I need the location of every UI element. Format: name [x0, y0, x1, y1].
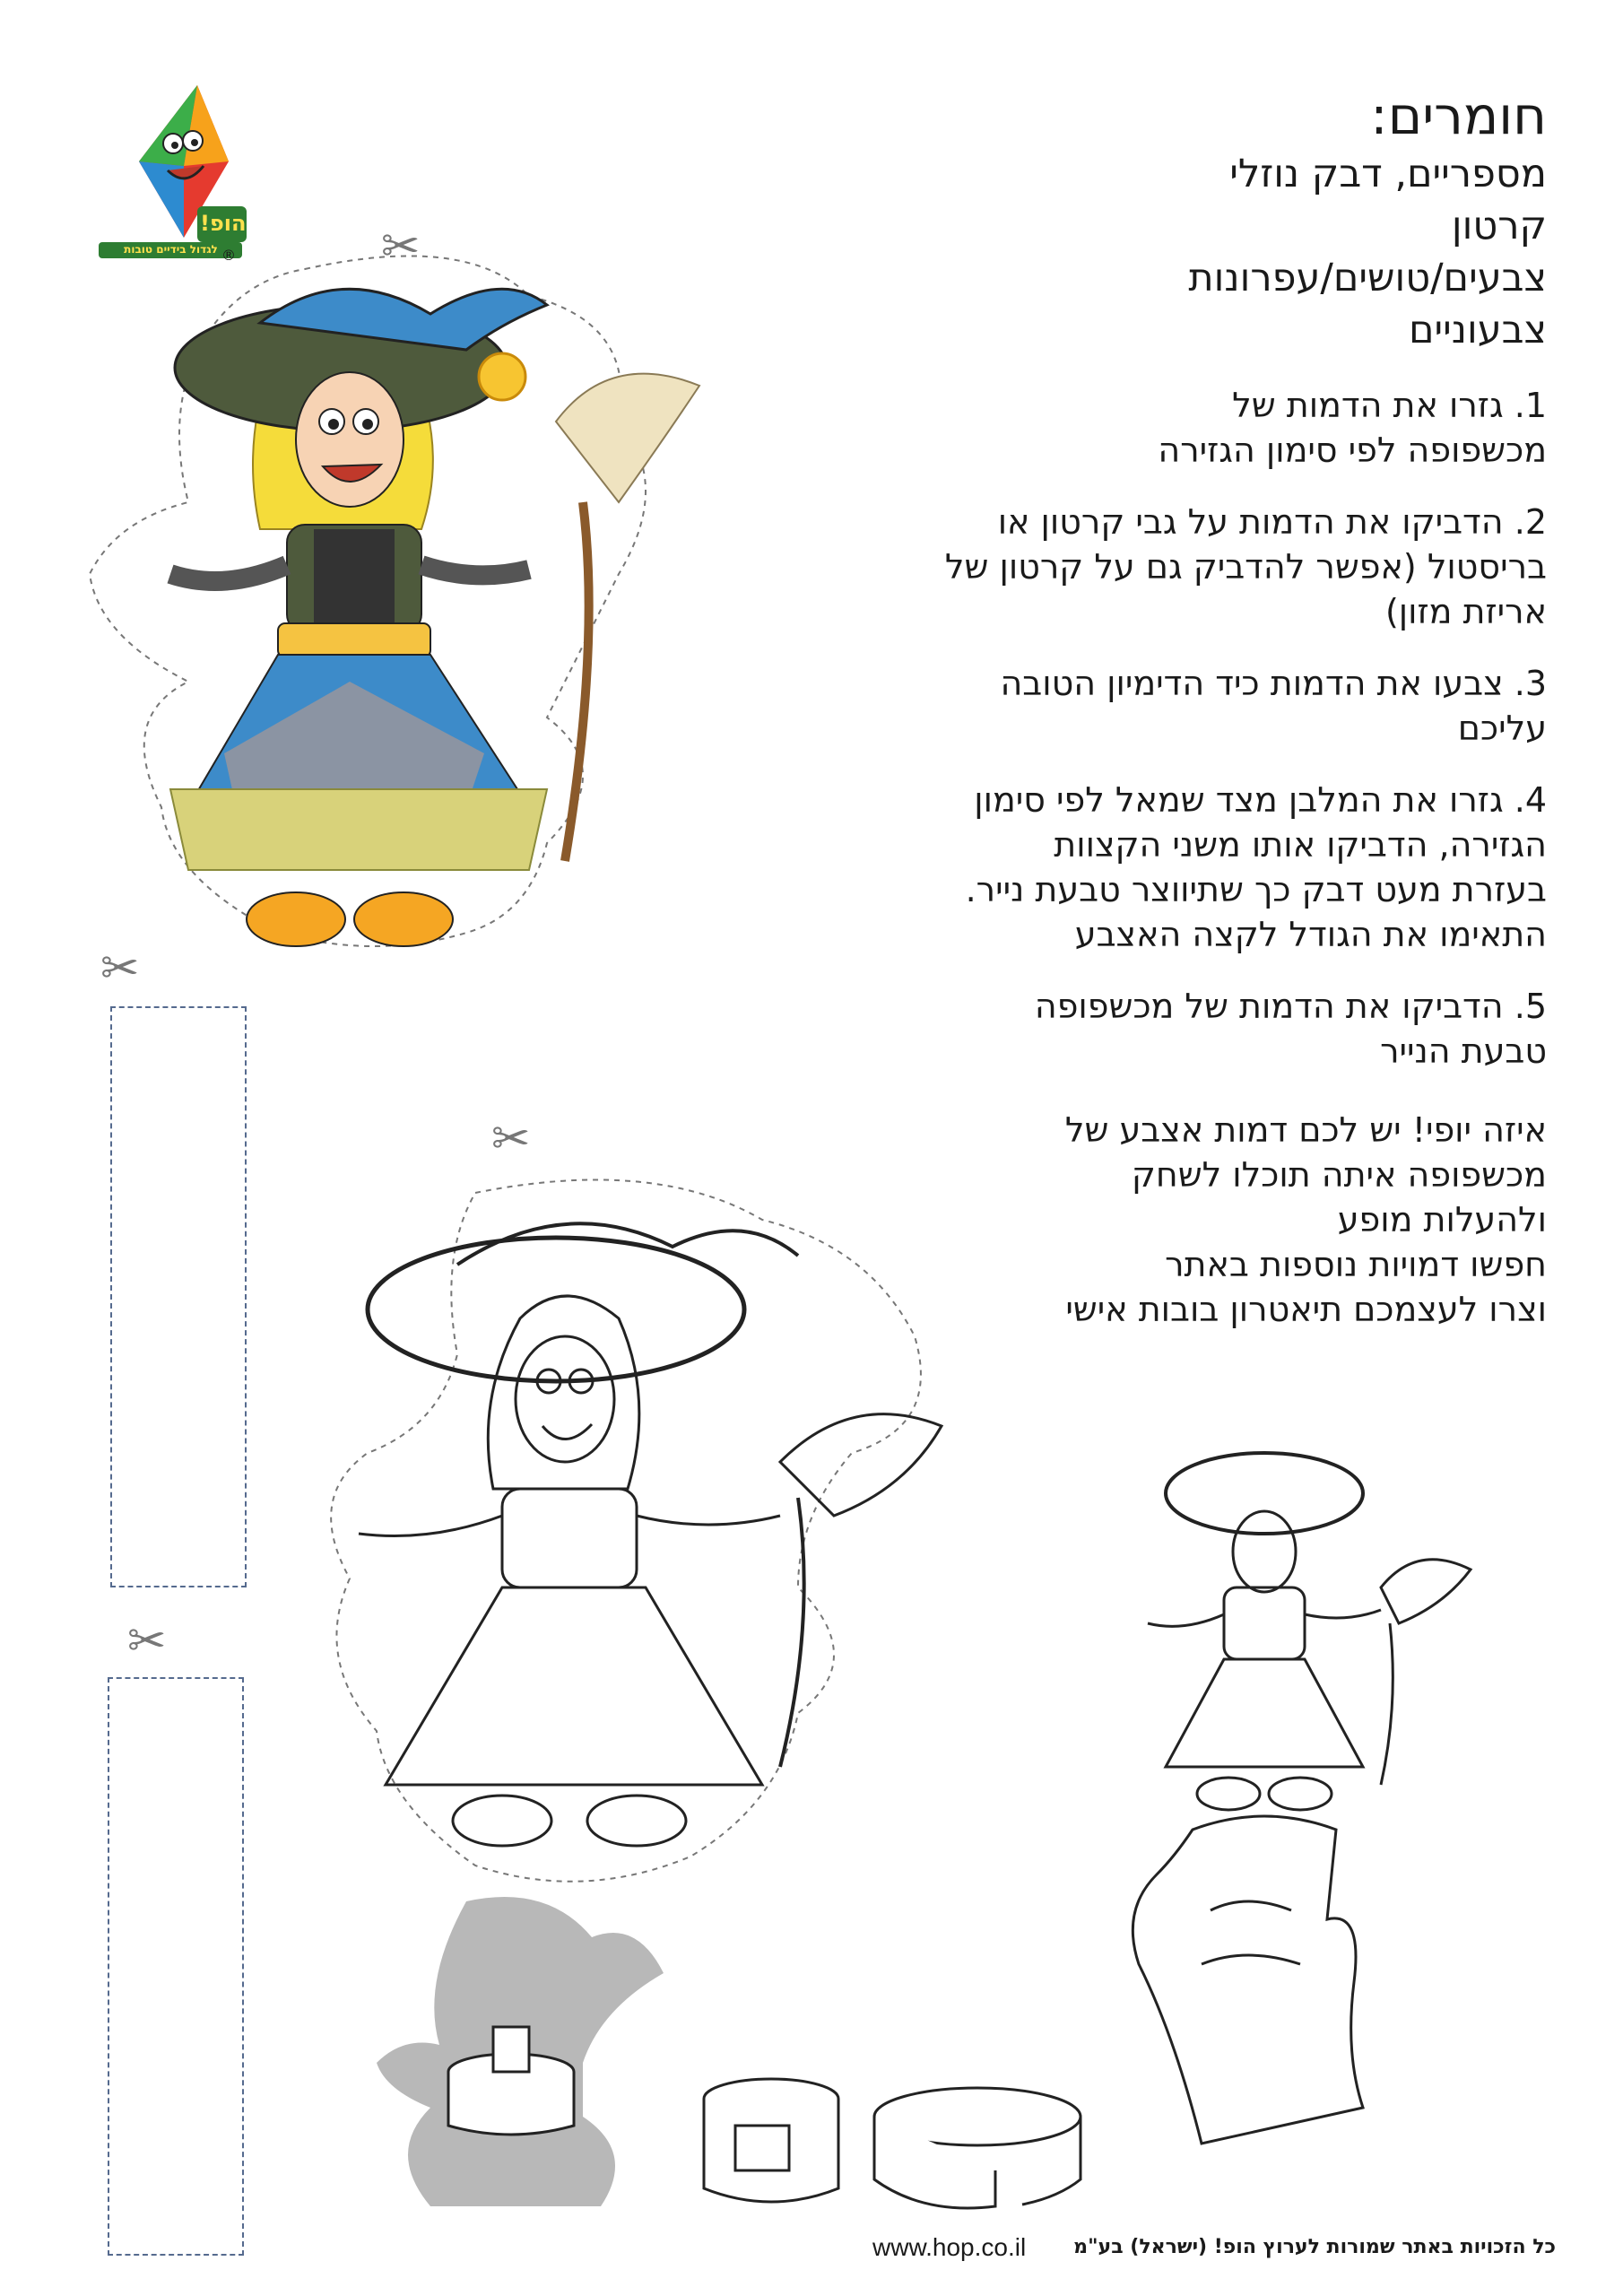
- step-5: [758, 984, 1547, 1074]
- step-line: הדביקו את הדמות על גבי קרטון או: [997, 501, 1504, 542]
- scissors-icon: ✂: [100, 942, 140, 996]
- ring-cut-strip: [110, 1006, 247, 1587]
- step-line: מכשפופה לפי סימון הגזירה: [1158, 430, 1547, 470]
- step-number: 5.: [1514, 986, 1547, 1026]
- scissors-icon: ✂: [381, 220, 421, 274]
- closing-line: ולהעלות מופע: [1337, 1199, 1547, 1239]
- scissors-icon: ✂: [491, 1112, 531, 1166]
- assembly-diagram: [368, 1883, 1112, 2260]
- step-3: [758, 661, 1547, 751]
- step-number: 2.: [1514, 501, 1547, 542]
- copyright-notice: כל הזכויות באתר שמורות לערוץ הופ! (ישראל) בע"מ: [1073, 2236, 1556, 2258]
- step-line: התאימו את הגודל לקצה האצבע: [1074, 914, 1547, 954]
- registered-mark: ®: [221, 247, 236, 264]
- step-line: הגזירה, הדביקו אותו משני הקצוות: [1054, 824, 1547, 865]
- website-url[interactable]: www.hop.co.il: [872, 2233, 1027, 2261]
- step-line: הדביקו את הדמות של מכשפופה: [1034, 986, 1504, 1026]
- closing-line: וצרו לעצמכם תיאטרון בובות אישי: [1065, 1289, 1547, 1329]
- step-line: גזרו את המלבן מצד שמאל לפי סימון: [974, 779, 1504, 820]
- scissors-icon: ✂: [127, 1614, 167, 1668]
- closing-line: חפשו דמויות נוספות באתר: [1165, 1244, 1547, 1284]
- step-number: 3.: [1514, 663, 1547, 703]
- finger-puppet-example: [1121, 1408, 1587, 2197]
- step-number: 1.: [1514, 385, 1547, 425]
- step-line: אריזת מזון): [1384, 591, 1547, 631]
- step-1: [758, 383, 1547, 473]
- step-number: 4.: [1514, 779, 1547, 820]
- materials-list: [758, 148, 1547, 356]
- materials-line: קרטון: [1451, 203, 1547, 248]
- materials-line: צבעים/טושים/עפרונות: [1188, 255, 1547, 300]
- materials-line: מספריים, דבק נוזלי: [1229, 151, 1547, 196]
- logo-slogan: לגדול בידיים טובות: [124, 243, 218, 256]
- step-line: גזרו את הדמות של: [1232, 385, 1504, 425]
- instructions-column: [758, 85, 1547, 1332]
- witch-coloring-outline: [296, 1157, 1058, 1901]
- step-line: בעזרת מעט דבק כך שתיווצר טבעת נייר.: [965, 869, 1547, 909]
- closing-line: איזה יופי! יש לכם דמות אצבע של: [1064, 1109, 1547, 1150]
- step-2: [758, 500, 1547, 634]
- step-line: בריסטול (אפשר להדביק גם על קרטון של: [944, 546, 1547, 587]
- materials-title: חומרים:: [1370, 85, 1547, 146]
- ring-cut-strip: [108, 1677, 244, 2256]
- step-line: טבעת הנייר: [1380, 1031, 1547, 1071]
- step-4: [758, 778, 1547, 957]
- step-line: עליכם: [1457, 708, 1547, 748]
- logo-text: הופ!: [200, 211, 247, 236]
- step-line: צבעו את הדמות כיד הדימיון הטובה: [1000, 663, 1504, 703]
- materials-line: צבעוניים: [1409, 307, 1547, 352]
- witch-color-figure: [81, 215, 834, 987]
- closing-line: מכשפופה איתה תוכלו לשחק: [1131, 1154, 1547, 1195]
